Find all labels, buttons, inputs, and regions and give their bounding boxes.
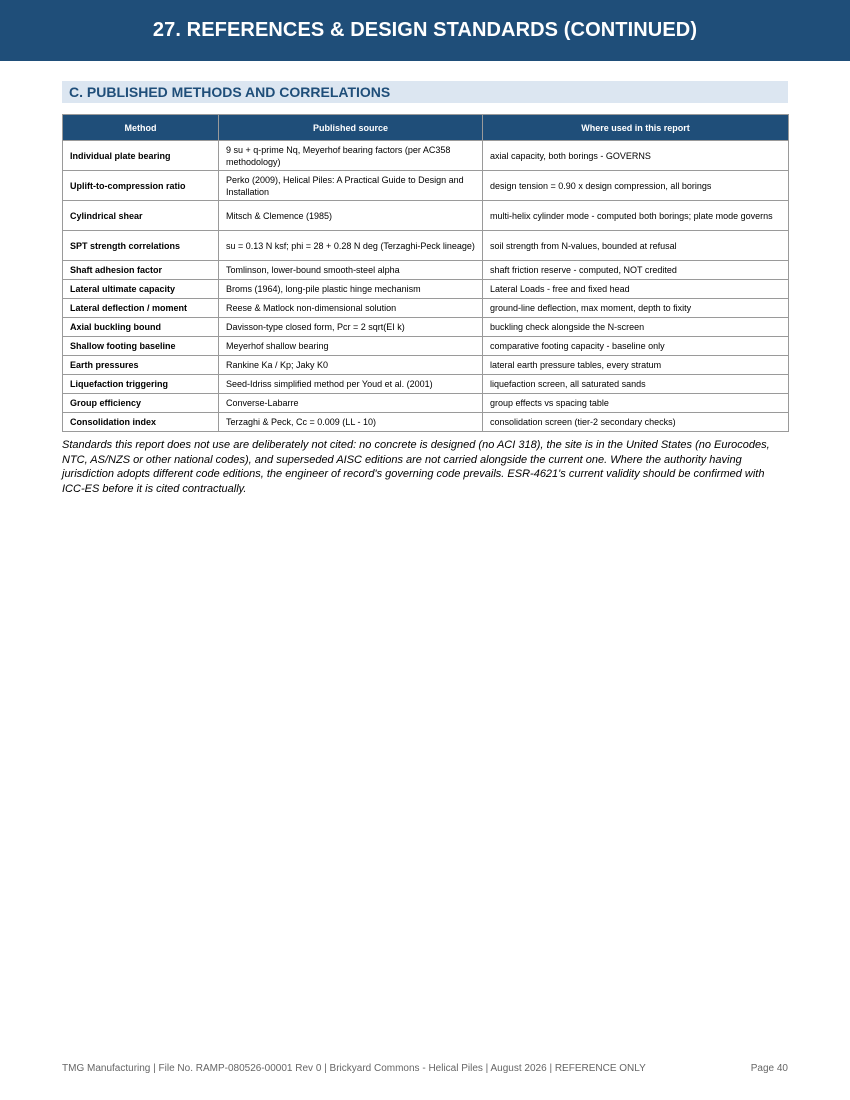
method-cell: Cylindrical shear [63,201,219,231]
usage-cell: soil strength from N-values, bounded at refusal [483,231,789,261]
usage-cell: buckling check alongside the N-screen [483,318,789,337]
method-cell: Axial buckling bound [63,318,219,337]
table-row [63,413,789,432]
method-cell: Lateral ultimate capacity [63,280,219,299]
table-row [63,299,789,318]
table-row [63,261,789,280]
method-cell: Shaft adhesion factor [63,261,219,280]
source-cell: Meyerhof shallow bearing [219,337,483,356]
footer-text: TMG Manufacturing | File No. RAMP-080526-00001 Rev 0 | Brickyard Commons - Helical Piles | August 2026 | REFERENCE ONLY [62,1063,646,1074]
usage-cell: consolidation screen (tier-2 secondary checks) [483,413,789,432]
source-cell: 9 su + q-prime Nq, Meyerhof bearing factors (per AC358 methodology) [219,141,483,171]
method-cell: Lateral deflection / moment [63,299,219,318]
table-row [63,356,789,375]
method-cell: Consolidation index [63,413,219,432]
usage-cell: design tension = 0.90 x design compression, all borings [483,171,789,201]
usage-cell: axial capacity, both borings - GOVERNS [483,141,789,171]
table-row [63,280,789,299]
standards-note: Standards this report does not use are deliberately not cited: no concrete is designed (no ACI 318), the site is in the United States (no Eurocodes, NTC, AS/NZS or other national codes), and superseded AISC editions are not carried alongside the current one. Where the authority having jurisdiction adopts different code editions, the engineer of record's governing code prevails. ESR-4621's current validity should be confirmed with ICC-ES before it is cited contractually. [62,439,770,495]
usage-cell: liquefaction screen, all saturated sands [483,375,789,394]
source-cell: Perko (2009), Helical Piles: A Practical Guide to Design and Installation [219,171,483,201]
table-row [63,231,789,261]
source-cell: Terzaghi & Peck, Cc = 0.009 (LL - 10) [219,413,483,432]
section-heading [62,81,788,103]
table-row [63,201,789,231]
column-header-usage: Where used in this report [483,115,789,141]
source-cell: Davisson-type closed form, Pcr = 2 sqrt(EI k) [219,318,483,337]
source-cell: Rankine Ka / Kp; Jaky K0 [219,356,483,375]
method-cell: Group efficiency [63,394,219,413]
source-cell: Tomlinson, lower-bound smooth-steel alpha [219,261,483,280]
methods-table [62,114,789,432]
source-cell: Broms (1964), long-pile plastic hinge mechanism [219,280,483,299]
method-cell: Liquefaction triggering [63,375,219,394]
source-cell: Reese & Matlock non-dimensional solution [219,299,483,318]
table-header-row [63,115,789,141]
usage-cell: lateral earth pressure tables, every stratum [483,356,789,375]
source-cell: Seed-Idriss simplified method per Youd et al. (2001) [219,375,483,394]
source-cell: Converse-Labarre [219,394,483,413]
column-header-source: Published source [219,115,483,141]
usage-cell: multi-helix cylinder mode - computed both borings; plate mode governs [483,201,789,231]
table-row [63,141,789,171]
page-title: 27. REFERENCES & DESIGN STANDARDS (CONTINUED) [152,19,698,41]
column-header-method: Method [63,115,219,141]
page-footer [62,1063,788,1074]
method-cell: Earth pressures [63,356,219,375]
usage-cell: shaft friction reserve - computed, NOT credited [483,261,789,280]
source-cell: Mitsch & Clemence (1985) [219,201,483,231]
method-cell: Individual plate bearing [63,141,219,171]
usage-cell: comparative footing capacity - baseline only [483,337,789,356]
method-cell: Shallow footing baseline [63,337,219,356]
table-row [63,337,789,356]
usage-cell: group effects vs spacing table [483,394,789,413]
page-banner [0,0,850,61]
source-cell: su = 0.13 N ksf; phi = 28 + 0.28 N deg (Terzaghi-Peck lineage) [219,231,483,261]
method-cell: SPT strength correlations [63,231,219,261]
page-number: Page 40 [750,1063,788,1074]
usage-cell: Lateral Loads - free and fixed head [483,280,789,299]
table-row [63,318,789,337]
table-row [63,171,789,201]
method-cell: Uplift-to-compression ratio [63,171,219,201]
table-row [63,375,789,394]
section-title: C. PUBLISHED METHODS AND CORRELATIONS [69,84,391,100]
usage-cell: ground-line deflection, max moment, depth to fixity [483,299,789,318]
table-row [63,394,789,413]
